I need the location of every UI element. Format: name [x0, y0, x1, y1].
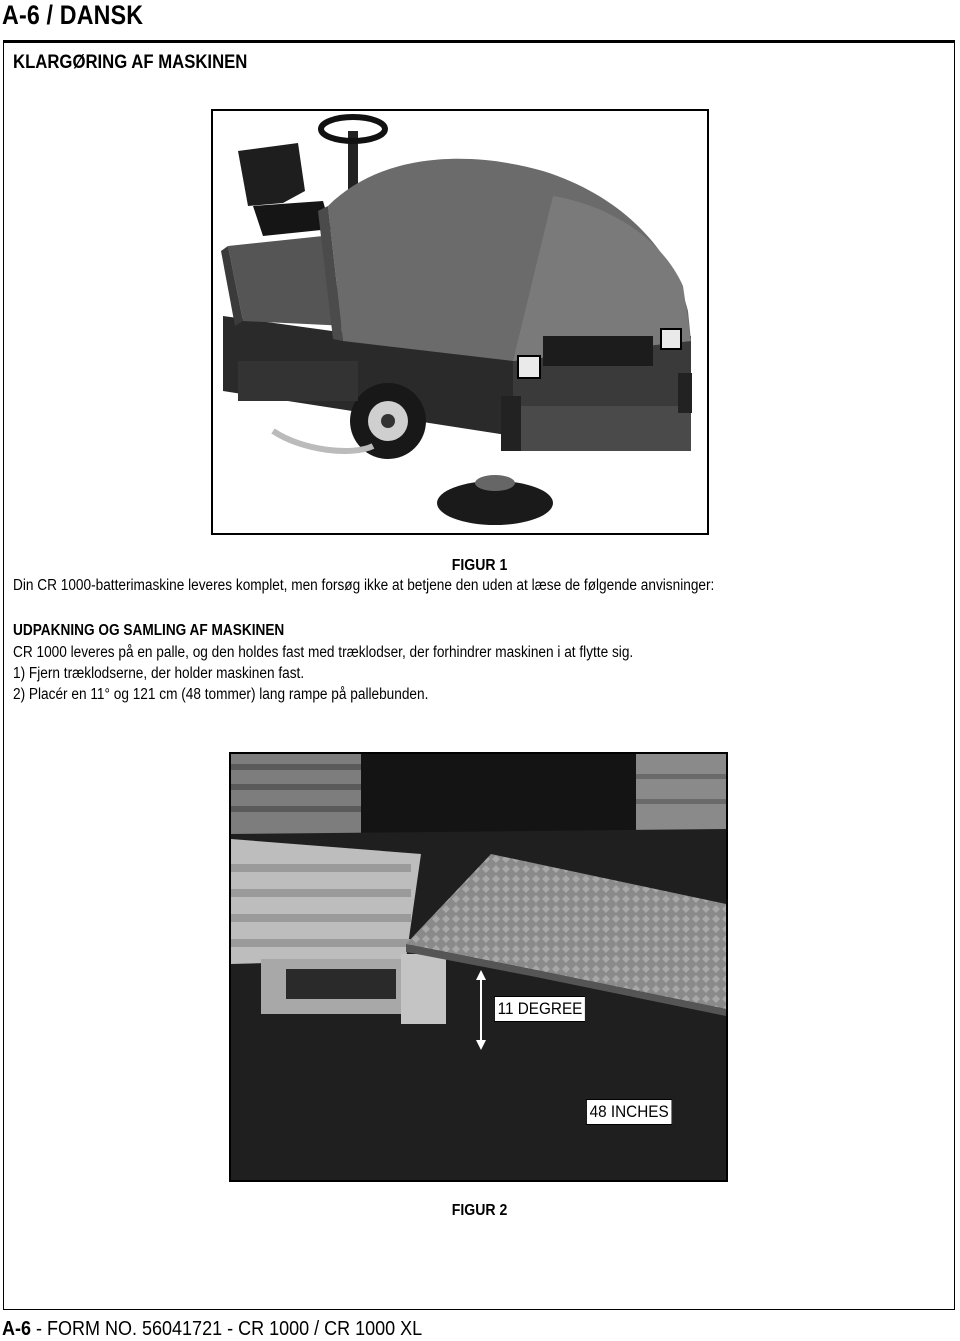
- unpacking-step-2: 2) Placér en 11° og 121 cm (48 tommer) lang rampe på pallebunden.: [13, 686, 429, 703]
- page-footer: [2, 1318, 422, 1341]
- sweeper-machine-illustration: [213, 111, 707, 533]
- figure-2-caption-text: FIGUR 2: [452, 1202, 508, 1219]
- figure-2-caption: [0, 1202, 960, 1220]
- figure-2-ramp-photo: [229, 752, 728, 1182]
- unpacking-line-1: CR 1000 leveres på en palle, og den holdes fast med træklodser, der forhindrer maskinen i at flytte sig.: [13, 644, 634, 661]
- figure-1-machine-photo: [211, 109, 709, 535]
- label-11-degree: 11 DEGREE: [494, 996, 586, 1022]
- unpacking-step-1: 1) Fjern træklodserne, der holder maskinen fast.: [13, 665, 305, 682]
- page-header: A-6 / DANSK: [2, 0, 144, 30]
- figure-1-caption-text: FIGUR 1: [452, 557, 508, 574]
- unpacking-heading: UDPAKNING OG SAMLING AF MASKINEN: [13, 622, 285, 639]
- section-title: KLARGØRING AF MASKINEN: [13, 52, 248, 73]
- intro-paragraph: Din CR 1000-batterimaskine leveres komplet, men forsøg ikke at betjene den uden at læse de følgende anvisninger:: [13, 577, 715, 594]
- footer-page-number: A-6: [2, 1318, 32, 1340]
- label-48-inches: 48 INCHES: [586, 1099, 672, 1125]
- figure-1-caption: [0, 557, 960, 575]
- footer-form-text: - FORM NO. 56041721 - CR 1000 / CR 1000 XL: [31, 1318, 423, 1340]
